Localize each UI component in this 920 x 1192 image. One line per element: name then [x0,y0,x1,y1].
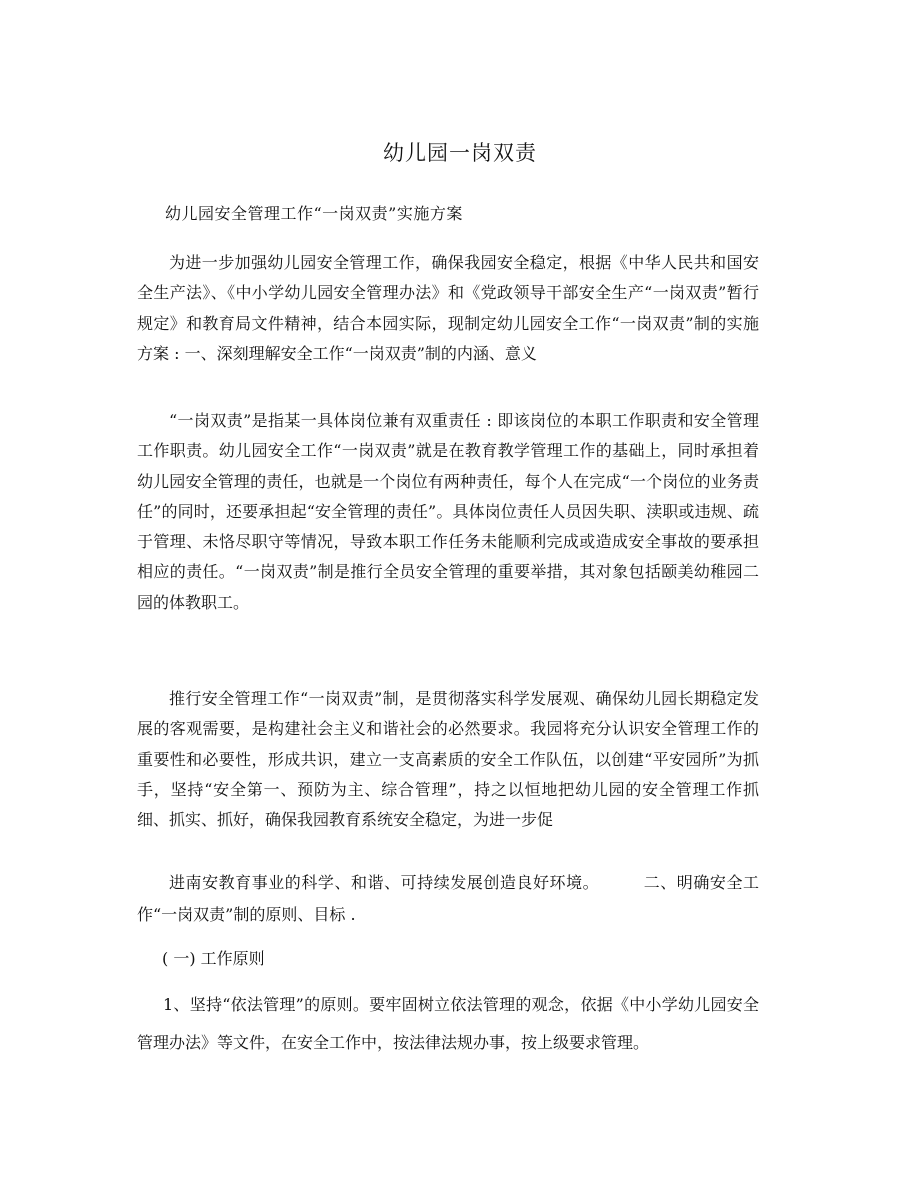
paragraph-significance: 推行安全管理工作“一岗双责”制，是贯彻落实科学发展观、确保幼儿园长期稳定发展的客观需要，是构建社会主义和谐社会的必然要求。我园将充分认识安全管理工作的重要性和必要性，形成共识，建立一支高素质的安全工作队伍，以创建“平安园所”为抓手，坚持“安全第一、预防为主、综合管理”，持之以恒地把幼儿园的安全管理工作抓细、抓实、抓好，确保我园教育系统安全稳定，为进一步促 [137,689,759,830]
paragraph-continuation-text: 进南安教育事业的科学、和谐、可持续发展创造良好环境。 [169,873,600,892]
paragraph-intro: 为进一步加强幼儿园安全管理工作，确保我园安全稳定，根据《中华人民共和国安全生产法》、《中小学幼儿园安全管理办法》和《党政领导干部安全生产“一岗双责”暂行规定》和教育局文件精神，结合本园实际，现制定幼儿园安全工作“一岗双责”制的实施方案 : 一、深刻理解安全工作“一岗双责”制的内涵、意义 [137,253,759,363]
document-subtitle: 幼儿园安全管理工作“一岗双责”实施方案 [165,204,463,223]
section-heading-principles: ( 一) 工作原则 [162,949,265,968]
document-title: 幼儿园一岗双责 [383,141,537,165]
paragraph-definition: “一岗双责”是指某一具体岗位兼有双重责任 : 即该岗位的本职工作职责和安全管理工作职责。幼儿园安全工作“一岗双责”就是在教育教学管理工作的基础上，同时承担着幼儿园安全管理的责任，也就是一个岗位有两种责任，每个人在完成“一个岗位的业务责任”的同时，还要承担起“安全管理的责任”。具体岗位责任人员因失职、渎职或违规、疏于管理、未恪尽职守等情况，导致本职工作任务未能顺利完成或造成安全事故的要承担相应的责任。“一岗双责”制是推行全员安全管理的重要举措，其对象包括颐美幼稚园二园的体教职工。 [137,411,759,612]
section-two-heading: 二、明确安全工作“一岗双责”制的原则、目标 . [137,873,759,924]
paragraph-principle-1: 1、坚持“依法管理”的原则。要牢固树立依法管理的观念，依据《中小学幼儿园安全管理办法》等文件，在安全工作中，按法律法规办事，按上级要求管理。 [137,995,759,1052]
paragraph-continuation [137,867,759,931]
